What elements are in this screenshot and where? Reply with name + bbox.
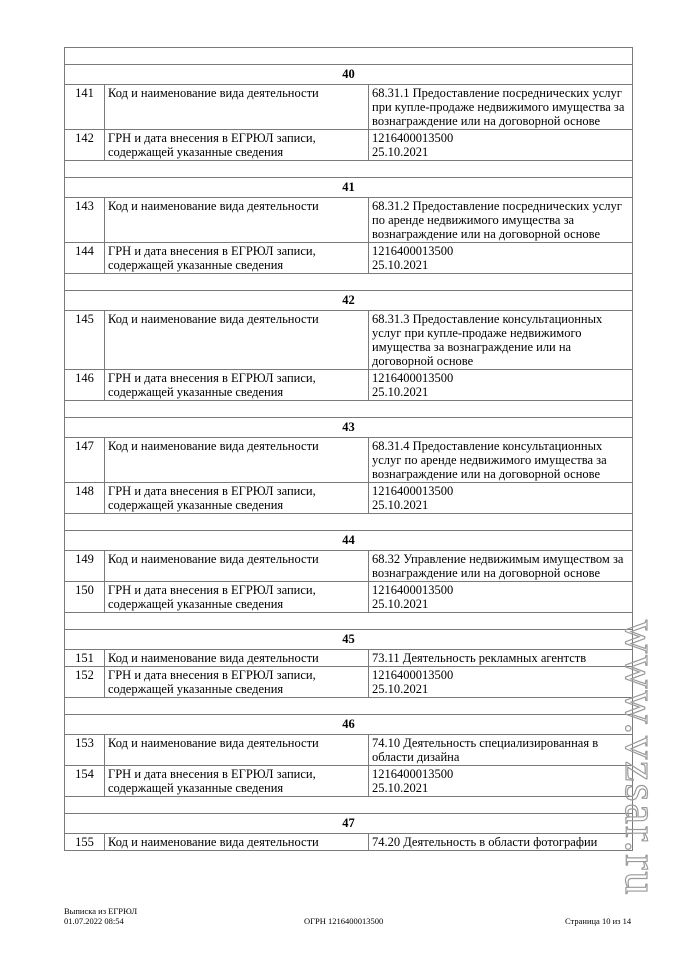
table-body — [65, 48, 633, 851]
row-label: ГРН и дата внесения в ЕГРЮЛ записи, содержащей указанные сведения — [105, 370, 369, 401]
table-row — [65, 198, 633, 243]
footer-datetime: 01.07.2022 08:54 — [64, 916, 124, 926]
row-value: 68.31.3 Предоставление консультационных услуг при купле-продаже недвижимого имущества за вознаграждение или на договорной основе — [369, 311, 633, 370]
row-label: Код и наименование вида деятельности — [105, 198, 369, 243]
spacer-row — [65, 514, 633, 531]
row-label: ГРН и дата внесения в ЕГРЮЛ записи, содержащей указанные сведения — [105, 483, 369, 514]
row-value: 68.32 Управление недвижимым имуществом за вознаграждение или на договорной основе — [369, 551, 633, 582]
table-row — [65, 834, 633, 851]
row-number: 141 — [65, 85, 105, 130]
row-value: 74.10 Деятельность специализированная в области дизайна — [369, 735, 633, 766]
row-label: Код и наименование вида деятельности — [105, 834, 369, 851]
egrul-extract-table — [64, 47, 633, 851]
row-number: 145 — [65, 311, 105, 370]
table-row — [65, 311, 633, 370]
row-value: 1216400013500 25.10.2021 — [369, 483, 633, 514]
row-number: 149 — [65, 551, 105, 582]
spacer-row — [65, 161, 633, 178]
row-value: 1216400013500 25.10.2021 — [369, 582, 633, 613]
row-value: 68.31.2 Предоставление посреднических услуг по аренде недвижимого имущества за вознаграждение или на договорной основе — [369, 198, 633, 243]
row-number: 150 — [65, 582, 105, 613]
section-number: 45 — [65, 630, 633, 650]
spacer-row — [65, 797, 633, 814]
row-number: 155 — [65, 834, 105, 851]
footer-ogrn: ОГРН 1216400013500 — [304, 916, 384, 926]
table-row — [65, 438, 633, 483]
row-number: 146 — [65, 370, 105, 401]
row-label: Код и наименование вида деятельности — [105, 551, 369, 582]
section-number: 43 — [65, 418, 633, 438]
row-number: 144 — [65, 243, 105, 274]
table-row — [65, 735, 633, 766]
row-label: ГРН и дата внесения в ЕГРЮЛ записи, содержащей указанные сведения — [105, 766, 369, 797]
row-number: 142 — [65, 130, 105, 161]
row-label: ГРН и дата внесения в ЕГРЮЛ записи, содержащей указанные сведения — [105, 667, 369, 698]
row-number: 152 — [65, 667, 105, 698]
row-value: 68.31.4 Предоставление консультационных услуг по аренде недвижимого имущества за вознаграждение или на договорной основе — [369, 438, 633, 483]
table-row — [65, 483, 633, 514]
section-header-row — [65, 291, 633, 311]
section-number: 44 — [65, 531, 633, 551]
row-label: Код и наименование вида деятельности — [105, 650, 369, 667]
row-label: ГРН и дата внесения в ЕГРЮЛ записи, содержащей указанные сведения — [105, 243, 369, 274]
row-label: ГРН и дата внесения в ЕГРЮЛ записи, содержащей указанные сведения — [105, 582, 369, 613]
section-number: 47 — [65, 814, 633, 834]
spacer-row — [65, 698, 633, 715]
section-number: 46 — [65, 715, 633, 735]
table-row — [65, 650, 633, 667]
section-number: 41 — [65, 178, 633, 198]
spacer-row — [65, 48, 633, 65]
row-number: 143 — [65, 198, 105, 243]
footer-document-info — [64, 906, 137, 926]
table-row — [65, 85, 633, 130]
row-value: 68.31.1 Предоставление посреднических услуг при купле-продаже недвижимого имущества за вознаграждение или на договорной основе — [369, 85, 633, 130]
section-header-row — [65, 178, 633, 198]
section-header-row — [65, 65, 633, 85]
spacer-row — [65, 613, 633, 630]
row-label: Код и наименование вида деятельности — [105, 735, 369, 766]
spacer-row — [65, 401, 633, 418]
row-value: 1216400013500 25.10.2021 — [369, 667, 633, 698]
row-value: 74.20 Деятельность в области фотографии — [369, 834, 633, 851]
section-header-row — [65, 715, 633, 735]
row-number: 148 — [65, 483, 105, 514]
table-row — [65, 667, 633, 698]
footer-page-number: Страница 10 из 14 — [565, 916, 632, 926]
row-number: 151 — [65, 650, 105, 667]
row-value: 1216400013500 25.10.2021 — [369, 243, 633, 274]
row-number: 154 — [65, 766, 105, 797]
row-label: Код и наименование вида деятельности — [105, 85, 369, 130]
row-label: ГРН и дата внесения в ЕГРЮЛ записи, содержащей указанные сведения — [105, 130, 369, 161]
section-header-row — [65, 531, 633, 551]
table-row — [65, 551, 633, 582]
section-number: 40 — [65, 65, 633, 85]
footer-document-name: Выписка из ЕГРЮЛ — [64, 906, 138, 916]
table-row — [65, 243, 633, 274]
row-value: 73.11 Деятельность рекламных агентств — [369, 650, 633, 667]
section-header-row — [65, 630, 633, 650]
table-row — [65, 582, 633, 613]
row-label: Код и наименование вида деятельности — [105, 438, 369, 483]
row-label: Код и наименование вида деятельности — [105, 311, 369, 370]
row-value: 1216400013500 25.10.2021 — [369, 766, 633, 797]
table-row — [65, 370, 633, 401]
table-row — [65, 130, 633, 161]
row-value: 1216400013500 25.10.2021 — [369, 130, 633, 161]
row-number: 153 — [65, 735, 105, 766]
spacer-row — [65, 274, 633, 291]
section-header-row — [65, 418, 633, 438]
watermark — [616, 620, 668, 950]
row-value: 1216400013500 25.10.2021 — [369, 370, 633, 401]
section-number: 42 — [65, 291, 633, 311]
watermark-text: www.vzsar.ru — [616, 620, 667, 897]
table-row — [65, 766, 633, 797]
row-number: 147 — [65, 438, 105, 483]
section-header-row — [65, 814, 633, 834]
